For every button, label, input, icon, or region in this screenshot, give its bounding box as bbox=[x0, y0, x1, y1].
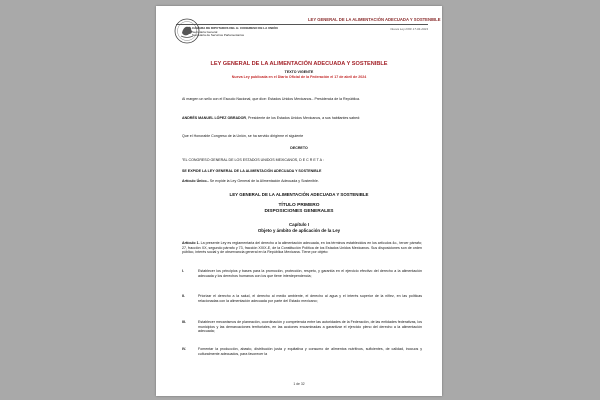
publication-note: Nueva Ley DOF 17-04-2024 bbox=[390, 27, 428, 31]
titulo-name: DISPOSICIONES GENERALES bbox=[264, 209, 334, 214]
chamber-name: CÁMARA DE DIPUTADOS DEL H. CONGRESO DE LA UNIÓN bbox=[192, 26, 278, 30]
articulo-1 bbox=[182, 241, 422, 255]
fraction-number: II. bbox=[182, 294, 185, 298]
header-divider bbox=[176, 24, 428, 25]
header-title: LEY GENERAL DE LA ALIMENTACIÓN ADECUADA Y SOSTENIBLE bbox=[308, 17, 441, 22]
texto-vigente: TEXTO VIGENTE bbox=[284, 70, 314, 74]
fraction-text: Establecer mecanismos de planeación, coordinación y competencia entre las autoridades de la Federación, de las entidades federativas, los municipios y las demarcaciones territoriales, en las acciones encaminadas a garantizar el ejercicio pleno del derecho a la alimentación adecuada; bbox=[198, 320, 422, 334]
page-number: 1 de 32 bbox=[293, 382, 305, 386]
decreto-heading: DECRETO bbox=[290, 146, 308, 150]
articulo-unico bbox=[182, 179, 422, 184]
law-title: LEY GENERAL DE LA ALIMENTACIÓN ADECUADA Y SOSTENIBLE bbox=[210, 61, 388, 67]
fraction-number: III. bbox=[182, 320, 186, 324]
fraction-text: Fomentar la producción, abasto, distribución justa y equitativa y consumo de alimentos nutritivos, suficientes, de calidad, inocuos y culturalmente adecuados, para favorecer la bbox=[198, 347, 422, 356]
law-heading: LEY GENERAL DE LA ALIMENTACIÓN ADECUADA Y SOSTENIBLE bbox=[229, 192, 369, 197]
fraction-text: Priorizar el derecho a la salud, el derecho al medio ambiente, el derecho al agua y el interés superior de la niñez, en las políticas relacionadas con la alimentación adecuada por parte del Estado mexicano; bbox=[198, 294, 422, 303]
header-issuer bbox=[192, 27, 278, 38]
services-name: Secretaría de Servicios Parlamentarios bbox=[192, 33, 245, 38]
articulo-1-label: Artículo 1. bbox=[182, 241, 200, 245]
president-name: ANDRÉS MANUEL LÓPEZ OBRADOR bbox=[182, 116, 247, 120]
fraction-number: I. bbox=[182, 269, 184, 273]
congress-paragraph: Que el Honorable Congreso de la Unión, se ha servido dirigirme el siguiente bbox=[182, 134, 304, 138]
articulo-unico-text: Se expide la Ley General de la Alimentación Adecuada y Sostenible. bbox=[208, 179, 319, 183]
articulo-1-text: La presente Ley es reglamentaria del derecho a la alimentación adecuada, en los términos establecidos en los artículos 4o., tercer párrafo; 27, fracción XX, segundo párrafo y 73, fracción XXIX-E, de la Constitución Política de los Estados Unidos Mexicanos. Sus disposiciones son de orden público, interés social y de observancia general en la República Mexicana. Tiene por objeto: bbox=[182, 241, 422, 255]
secretariat-name: Secretaría General bbox=[192, 29, 218, 34]
se-expide-line: SE EXPIDE LA LEY GENERAL DE LA ALIMENTACIÓN ADECUADA Y SOSTENIBLE bbox=[182, 169, 322, 173]
titulo-heading: TÍTULO PRIMERO bbox=[278, 203, 320, 208]
decreta-line: "EL CONGRESO GENERAL DE LOS ESTADOS UNIDOS MEXICANOS, D E C R E T A : bbox=[182, 158, 324, 162]
capitulo-heading: Capítulo I bbox=[288, 222, 309, 227]
capitulo-name: Objeto y ámbito de aplicación de la Ley bbox=[257, 228, 341, 233]
publication-date: Nueva Ley publicada en el Diario Oficial de la Federación el 17 de abril de 2024 bbox=[231, 75, 367, 79]
articulo-unico-label: Artículo Único.- bbox=[182, 179, 209, 183]
fraction-number: IV. bbox=[182, 347, 187, 351]
president-paragraph bbox=[182, 116, 422, 121]
president-text: , Presidente de los Estados Unidos Mexicanos, a sus habitantes sabed: bbox=[246, 116, 361, 120]
document-page bbox=[156, 6, 442, 396]
fraction-text: Establecer los principios y bases para la promoción, protección, respeto, y garantía en el ejercicio efectivo del derecho a la alimentación adecuada y los derechos humanos con los que tiene interdependencia; bbox=[198, 269, 422, 278]
margin-note: Al margen un sello con el Escudo Nacional, que dice: Estados Unidos Mexicanos.- Presidencia de la República. bbox=[182, 97, 360, 101]
